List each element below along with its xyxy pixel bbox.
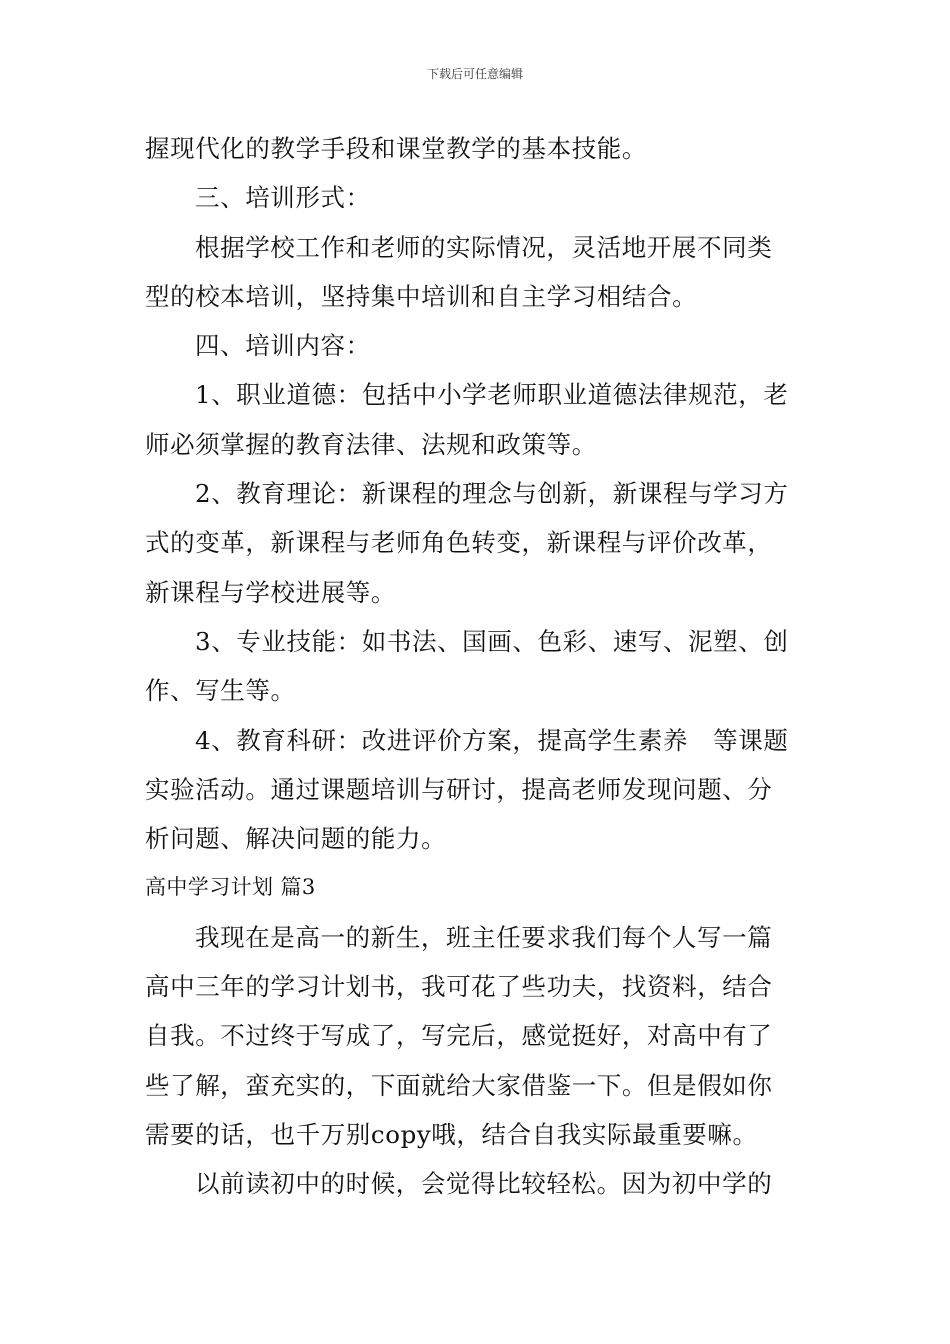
text-line: 型的校本培训，坚持集中培训和自主学习相结合。: [145, 281, 698, 311]
list-item: 4、教育科研：改进评价方案，提高学生素养 等课题: [195, 725, 789, 755]
text-line: 析问题、解决问题的能力。: [145, 824, 447, 854]
text-line: 师必须掌握的教育法律、法规和政策等。: [145, 429, 597, 459]
text-line: 些了解，蛮充实的，下面就给大家借鉴一下。但是假如你: [145, 1070, 773, 1100]
list-item: 2、教育理论：新课程的理念与创新，新课程与学习方: [195, 479, 789, 509]
text-line: 根据学校工作和老师的实际情况，灵活地开展不同类: [195, 232, 773, 262]
text-line: 实验活动。通过课题培训与研讨，提高老师发现问题、分: [145, 774, 773, 804]
text-line: 作、写生等。: [145, 676, 296, 706]
page-header-note: 下载后可任意编辑: [426, 67, 523, 81]
section-heading: 四、培训内容：: [195, 331, 371, 361]
text-line: 需要的话，也千万别copy哦，结合自我实际最重要嘛。: [145, 1119, 758, 1149]
text-line: 自我。不过终于写成了，写完后，感觉挺好，对高中有了: [145, 1021, 773, 1051]
document-body: [145, 124, 810, 1209]
text-line: 握现代化的教学手段和课堂教学的基本技能。: [145, 134, 647, 163]
text-line: 式的变革，新课程与老师角色转变，新课程与评价改革，: [145, 528, 773, 558]
article-heading: 高中学习计划 篇3: [145, 875, 316, 900]
section-heading: 三、培训形式：: [195, 183, 371, 213]
text-line: 我现在是高一的新生，班主任要求我们每个人写一篇: [195, 922, 773, 952]
text-line: 高中三年的学习计划书，我可花了些功夫，找资料，结合: [145, 972, 773, 1002]
list-item: 1、职业道德：包括中小学老师职业道德法律规范，老: [195, 380, 789, 410]
text-line: 以前读初中的时候，会觉得比较轻松。因为初中学的: [195, 1169, 773, 1199]
list-item: 3、专业技能：如书法、国画、色彩、速写、泥塑、创: [195, 626, 789, 656]
text-line: 新课程与学校进展等。: [145, 577, 396, 607]
